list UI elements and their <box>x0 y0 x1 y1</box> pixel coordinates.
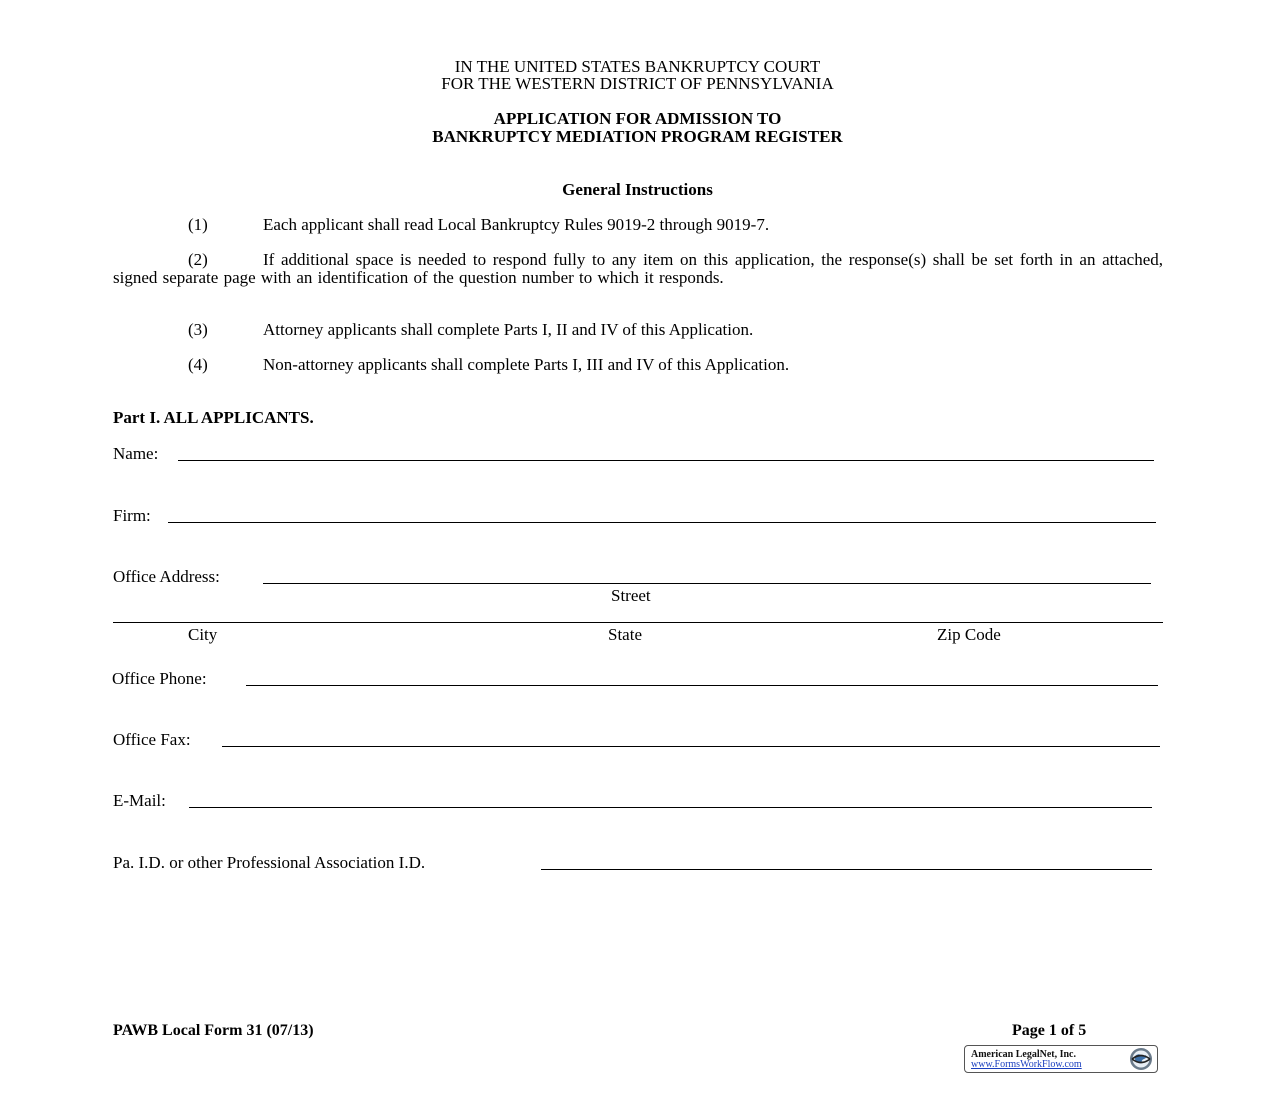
instruction-text: Attorney applicants shall complete Parts I, II and IV of this Application. <box>263 320 754 339</box>
instruction-item-3 <box>188 321 753 339</box>
instruction-text: Non-attorney applicants shall complete Parts I, III and IV of this Application. <box>263 355 790 374</box>
office-phone-field[interactable] <box>246 685 1158 686</box>
city-sublabel: City <box>188 625 218 644</box>
office-address-label: Office Address: <box>113 567 220 586</box>
city-state-zip-field[interactable] <box>113 622 1163 623</box>
instruction-number: (2) <box>188 250 208 269</box>
name-label: Name: <box>113 444 159 463</box>
badge-company: American LegalNet, Inc. <box>971 1049 1076 1060</box>
instruction-number: (4) <box>188 355 208 374</box>
instruction-item-4 <box>188 356 789 374</box>
office-fax-label: Office Fax: <box>113 730 191 749</box>
page-number: Page 1 of 5 <box>1012 1022 1087 1039</box>
zip-code-sublabel: Zip Code <box>937 625 1001 644</box>
instruction-item-1 <box>188 216 769 234</box>
form-title-line-2: BANKRUPTCY MEDIATION PROGRAM REGISTER <box>432 127 843 146</box>
instruction-item-2 <box>113 251 1163 287</box>
office-fax-field[interactable] <box>222 746 1160 747</box>
part-1-heading: Part I. ALL APPLICANTS. <box>113 408 314 427</box>
name-field[interactable] <box>178 460 1154 461</box>
form-id: PAWB Local Form 31 (07/13) <box>113 1022 314 1039</box>
legalnet-badge[interactable] <box>964 1045 1158 1073</box>
instruction-number: (1) <box>188 215 208 234</box>
pa-id-field[interactable] <box>541 869 1152 870</box>
state-sublabel: State <box>608 625 642 644</box>
instruction-text: Each applicant shall read Local Bankruptcy Rules 9019-2 through 9019-7. <box>263 215 770 234</box>
email-field[interactable] <box>189 807 1152 808</box>
office-phone-label: Office Phone: <box>112 669 207 688</box>
instruction-number: (3) <box>188 320 208 339</box>
firm-label: Firm: <box>113 506 151 525</box>
street-sublabel: Street <box>611 586 651 605</box>
firm-field[interactable] <box>168 522 1156 523</box>
badge-url-link[interactable]: www.FormsWorkFlow.com <box>971 1059 1082 1070</box>
office-address-street-field[interactable] <box>263 583 1151 584</box>
pa-id-label: Pa. I.D. or other Professional Association I.D. <box>113 853 426 872</box>
court-line-1: IN THE UNITED STATES BANKRUPTCY COURT <box>454 57 821 76</box>
court-line-2: FOR THE WESTERN DISTRICT OF PENNSYLVANIA <box>441 74 834 93</box>
globe-icon <box>1129 1047 1153 1071</box>
instruction-text: If additional space is needed to respond fully to any item on this application, the response(s) shall be set forth in an attached, signed separate page with an identification of the question number to which it responds. <box>113 250 1163 287</box>
form-title-line-1: APPLICATION FOR ADMISSION TO <box>493 109 782 128</box>
instructions-heading: General Instructions <box>562 180 713 199</box>
email-label: E-Mail: <box>113 791 166 810</box>
